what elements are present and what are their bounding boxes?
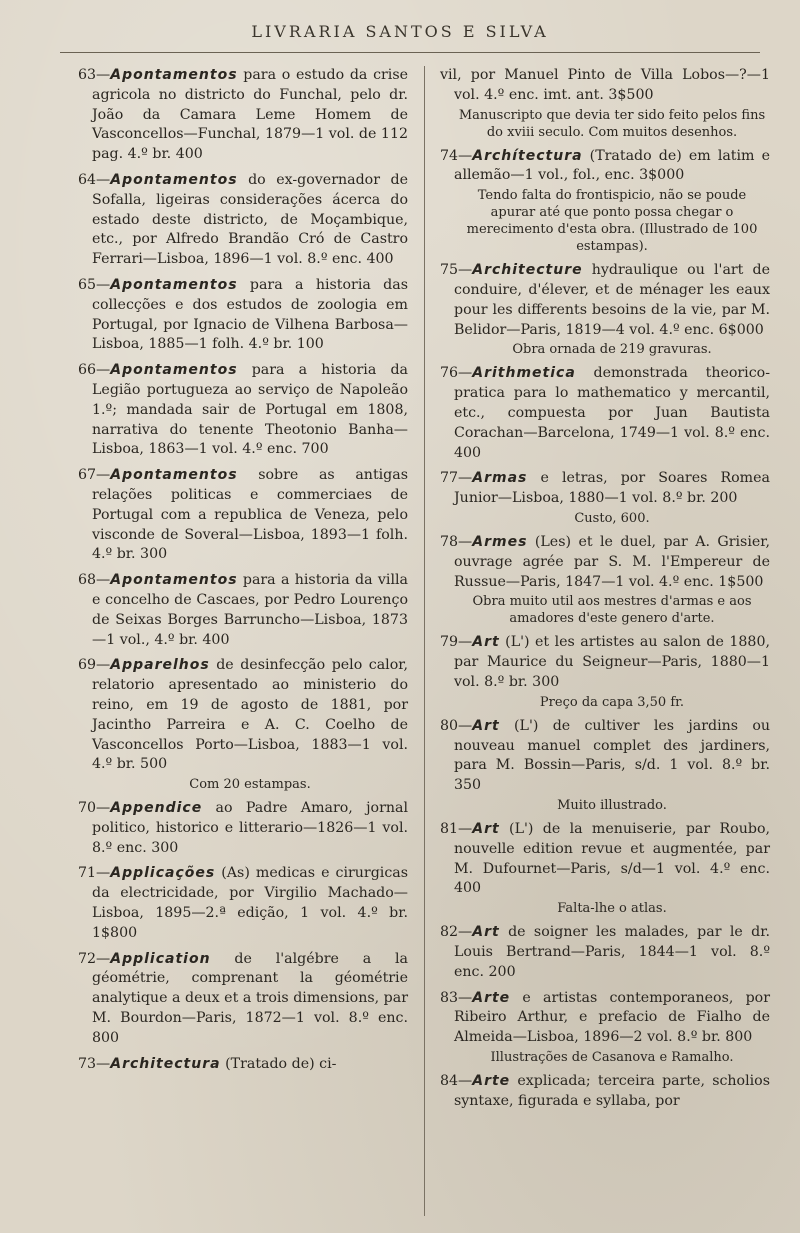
entry-keyword: Armas: [472, 470, 528, 487]
entry-note: Preço da capa 3,50 fr.: [539, 694, 685, 710]
entry-description: para a historia da villa e concelho de Cascaes, por Pedro Lourenço de Seixas Borges Barruncho—Lisboa, 1873—1 vol., 4.º br.: [92, 572, 408, 648]
entry-description: (As) medicas e cirurgicas da electricidade, por Virgilio Machado—Lisboa, 1895—2.ª edição, 1 vol. 4.º br.: [92, 865, 409, 922]
entry-price: 350: [454, 777, 482, 794]
catalog-entry: [440, 469, 770, 527]
entry-number: 67—: [78, 467, 111, 484]
entry-description: para o estudo da crise agricola no districto do Funchal, pelo dr. João da Camara Leme Homem de Vasconcellos—Funchal, 1879—1 vol. de 112 pag. 4.º br.: [92, 67, 409, 163]
entry-price: 3$500: [608, 86, 654, 103]
entry-number: 77—: [440, 470, 473, 487]
entry-number: 74—: [440, 147, 473, 164]
entry-keyword: Application: [110, 950, 211, 967]
entry-keyword: Arte: [472, 989, 511, 1006]
entry-keyword: Art: [472, 924, 500, 941]
entry-price: 200: [710, 490, 738, 507]
entry-number: 79—: [440, 634, 473, 651]
entry-price: 200: [488, 963, 516, 980]
entry-price: 500: [140, 756, 168, 773]
catalog-entry: [78, 656, 408, 793]
entry-number: 78—: [440, 533, 473, 550]
catalog-entry: [78, 66, 408, 165]
entry-keyword: Apontamentos: [110, 467, 238, 484]
entry-number: 75—: [440, 262, 473, 279]
header-rule: [60, 52, 760, 53]
entry-price: 300: [140, 546, 168, 563]
entry-number: 81—: [440, 820, 473, 837]
catalog-entry: [78, 1055, 408, 1075]
catalog-entry: [440, 533, 770, 627]
catalog-entry: [440, 923, 770, 982]
entry-keyword: Art: [472, 717, 500, 734]
entry-number: 63—: [78, 67, 111, 83]
entry-keyword: Armes: [472, 533, 528, 550]
entry-keyword: Archítectura: [472, 147, 583, 164]
entry-keyword: Arte: [472, 1072, 511, 1089]
entry-price: 400: [454, 444, 482, 461]
catalog-entry: [440, 633, 770, 710]
entry-keyword: Apontamentos: [110, 171, 238, 188]
catalog-entry: [78, 171, 408, 270]
entry-number: 80—: [440, 717, 473, 734]
entry-keyword: Art: [472, 820, 500, 837]
entry-note: Falta-lhe o atlas.: [557, 901, 667, 917]
entry-price: 400: [454, 880, 482, 897]
entry-note: Muito illustrado.: [557, 797, 667, 813]
catalog-entry: [78, 864, 408, 943]
entry-number: 64—: [78, 171, 111, 188]
catalog-entry: [78, 466, 408, 565]
entry-keyword: Applicações: [110, 865, 216, 882]
entry-note: Manuscripto que devia ter sido feito pelos fins do xviii seculo. Com muitos desenhos.: [458, 107, 766, 140]
entry-description: demonstrada theorico-pratica para lo mathematico y mercantil, etc., compuesta por Juan Bautista Corachan—Barcelona, 1749—1 vol. 8.º enc.: [454, 365, 770, 441]
entry-number: 70—: [78, 800, 111, 817]
entry-price: 800: [92, 1029, 120, 1046]
entry-number: 82—: [440, 924, 473, 941]
entry-keyword: Architecture: [472, 262, 583, 279]
entry-note: Com 20 estampas.: [189, 777, 311, 793]
entry-price: 400: [366, 251, 394, 268]
entry-description: do ex-governador de Sofalla, ligeiras considerações ácerca do estado deste districto, de Moçambique, etc., por Alfredo Brandão Cró de Castro Ferrari—Lisboa, 1896—1 vol. 8.º enc.: [92, 171, 408, 268]
entry-keyword: Architectura: [110, 1055, 221, 1072]
entry-description: ao Padre Amaro, jornal politico, historico e litterario—1826—1 vol. 8.º enc.: [92, 800, 408, 856]
right-column: [440, 66, 770, 1117]
left-column: [78, 66, 408, 1080]
column-divider: [424, 66, 425, 1216]
entry-description: (L') et les artistes au salon de 1880, par Maurice du Seigneur—Paris, 1880—1 vol. 8.º br.: [454, 634, 770, 690]
entry-description: para a historia da Legião portugueza ao serviço de Napoleão 1.º; mandada sair de Portugal em 1808, narrativa do tenente Theotonio Banha—Lisboa, 1863—1 vol. 4.º enc.: [92, 362, 408, 458]
entry-number: 83—: [440, 989, 473, 1006]
entry-number: 68—: [78, 572, 111, 589]
entry-price: 3$000: [639, 167, 685, 184]
entry-number: 84—: [440, 1072, 473, 1089]
entry-price: 300: [532, 673, 560, 690]
entry-price: 6$000: [718, 321, 764, 338]
entry-description: (Les) et le duel, par A. Grisier, ouvrage agrée par S. M. l'Empereur de Russue—Paris, 1847—1 vol. 4.º enc.: [454, 533, 770, 590]
catalog-entry: [78, 361, 408, 460]
entry-description: de desinfecção pelo calor, relatorio apresentado ao ministerio do reino, em 19 de agosto de 1881, por Jacintho Parreira e A. C. Coelho de Vasconcellos Porto—Lisboa, 1883—1 vol. 4.º br.: [92, 657, 408, 773]
catalog-entry: [440, 717, 770, 814]
catalog-entry: [78, 950, 408, 1049]
entry-number: 66—: [78, 362, 111, 379]
entry-note: Custo, 600.: [574, 510, 650, 526]
entry-number: 73—: [78, 1055, 111, 1072]
entry-keyword: Apontamentos: [110, 276, 238, 293]
entry-keyword: Art: [472, 634, 500, 651]
entry-note: Tendo falta do frontispicio, não se poude apurar até que ponto possa chegar o merecimento d'esta obra. (Illustrado de 100 estampas).: [466, 188, 758, 255]
entry-number: 76—: [440, 365, 473, 382]
entry-number: 65—: [78, 276, 111, 293]
entry-number: 69—: [78, 657, 111, 674]
entry-price: 800: [725, 1029, 753, 1046]
entry-description: (Tratado de) em latim e allemão—1 vol., fol., enc.: [454, 147, 770, 184]
catalog-entry: [78, 571, 408, 650]
entry-description: de l'algébre a la géométrie, comprenant la géométrie analytique a deux et a trois dimensions, par M. Bourdon—Paris, 1872—1 vol. 8.º enc.: [92, 950, 409, 1027]
catalog-entry: [78, 799, 408, 858]
entry-description: de soigner les malades, par le dr. Louis Bertrand—Paris, 1844—1 vol. 8.º enc.: [454, 924, 770, 980]
entry-note: Obra ornada de 219 gravuras.: [512, 342, 712, 358]
entry-number: 72—: [78, 950, 111, 967]
catalog-entry: [78, 276, 408, 355]
entry-number: 71—: [78, 865, 111, 882]
entry-description: explicada; terceira parte, scholios syntaxe, figurada e syllaba, por: [454, 1072, 770, 1109]
entry-price: 700: [301, 441, 329, 458]
entry-price: 1$500: [718, 573, 764, 590]
catalog-entry: [440, 147, 770, 256]
entry-price: 100: [296, 336, 324, 353]
entry-price: 400: [175, 146, 203, 163]
entry-description: (Tratado de) ci-: [225, 1055, 337, 1072]
entry-description: e letras, por Soares Romea Junior—Lisboa, 1880—1 vol. 8.º br.: [454, 470, 770, 507]
entry-description: e artistas contemporaneos, por Ribeiro Arthur, e prefacio de Fialho de Almeida—Lisboa, 1896—2 vol. 8.º br.: [454, 989, 771, 1046]
entry-description: vil, por Manuel Pinto de Villa Lobos—?—1 vol. 4.º enc. imt. ant.: [440, 67, 770, 103]
entry-description: (L') de la menuiserie, par Roubo, nouvelle edition revue et augmentée, par M. Dufournet—Paris, s/d—1 vol. 4.º enc.: [454, 820, 770, 877]
entry-price: 300: [151, 839, 179, 856]
entry-price: 400: [202, 631, 230, 648]
entry-note: Illustrações de Casanova e Ramalho.: [490, 1049, 734, 1065]
entry-description: hydraulique ou l'art de conduire, d'élever, et de ménager les eaux pour les differents besoins de la vie, par M. Belidor—Paris, 1819—4 vol. 4.º enc.: [454, 262, 770, 338]
catalog-entry: [440, 261, 770, 358]
entry-keyword: Arithmetica: [472, 365, 576, 382]
entry-description: sobre as antigas relações politicas e commerciaes de Portugal com a republica de Veneza, pelo visconde de Soveral—Lisboa, 1893—1 folh. 4.º br.: [92, 467, 409, 563]
catalog-entry: [440, 820, 770, 917]
entry-keyword: Apontamentos: [110, 572, 238, 589]
entry-keyword: Appendice: [110, 800, 203, 817]
catalog-entry: [440, 66, 770, 141]
catalog-entry: [440, 1072, 770, 1112]
entry-price: 1$800: [92, 924, 138, 941]
entry-keyword: Apontamentos: [110, 67, 238, 83]
catalog-entry: [440, 989, 770, 1066]
page-header: LIVRARIA SANTOS E SILVA: [251, 22, 549, 41]
catalog-entry: [440, 364, 770, 463]
entry-description: para a historia das collecções e dos estudos de zoologia em Portugal, por Ignacio de Vilhena Barbosa—Lisboa, 1885—1 folh. 4.º br.: [92, 276, 408, 353]
entry-keyword: Apparelhos: [110, 657, 210, 674]
entry-note: Obra muito util aos mestres d'armas e aos amadores d'este genero d'arte.: [472, 594, 752, 627]
entry-keyword: Apontamentos: [110, 362, 238, 379]
entry-description: (L') de cultiver les jardins ou nouveau manuel complet des jardiners, para M. Bossin—Paris, s/d. 1 vol. 8.º br.: [454, 717, 771, 774]
